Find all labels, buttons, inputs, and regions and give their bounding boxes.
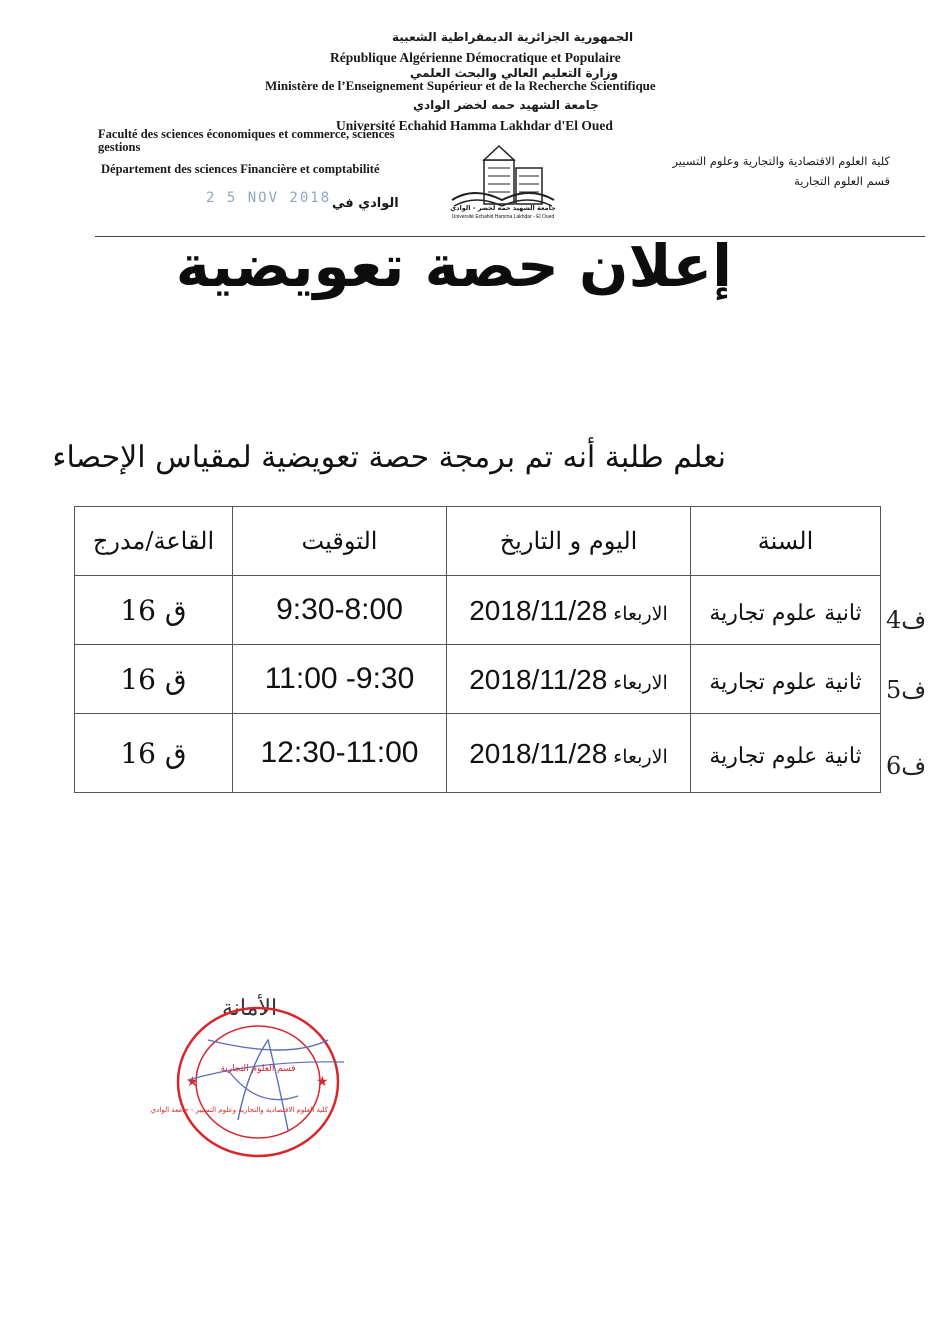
header-year: السنة: [691, 507, 881, 576]
row-time: 9:30-8:00: [276, 593, 403, 626]
row-date-value: 2018/11/28: [469, 737, 608, 769]
university-arabic: جامعة الشهيد حمه لخضر الوادي: [413, 98, 599, 112]
row-room: ق 16: [120, 736, 187, 770]
republic-arabic: الجمهورية الجزائرية الديمقراطية الشعبية: [392, 30, 634, 44]
faculty-french: [98, 128, 438, 154]
row-label-f5: ف5: [886, 676, 927, 704]
table-row: [75, 645, 881, 714]
logo-caption-french: Université Echahid Hamma Lakhdar - El Oued: [451, 214, 555, 220]
row-weekday: الاربعاء: [613, 602, 668, 625]
faculty-arabic: كلية العلوم الاقتصادية والتجارية وعلوم التسيير: [672, 154, 890, 168]
university-logo: [444, 138, 562, 224]
header-time: التوقيت: [233, 507, 447, 576]
row-time: 12:30-11:00: [260, 736, 419, 769]
row-date: [469, 594, 668, 627]
row-label-f6: ف6: [886, 752, 927, 780]
official-seal: [150, 1000, 348, 1162]
row-date: [469, 737, 668, 770]
row-room: ق 16: [120, 593, 187, 627]
ministry-arabic: وزارة التعليم العالي والبحث العلمي: [410, 66, 619, 80]
header-day-date: اليوم و التاريخ: [447, 507, 691, 576]
row-date-value: 2018/11/28: [469, 663, 608, 695]
seal-ring-text: كلية العلوم الاقتصادية والتجارية وعلوم التسيير - جامعة الوادي: [150, 1106, 328, 1114]
row-time: 11:00 -9:30: [264, 662, 415, 695]
row-date-value: 2018/11/28: [469, 594, 608, 626]
table-row: [75, 714, 881, 793]
received-date-stamp: 2 5 NOV 2018: [206, 190, 332, 206]
faculty-french-line1: Faculté des sciences économiques et commerce, sciences: [98, 127, 395, 141]
svg-text:★: ★: [316, 1074, 329, 1090]
row-room: ق 16: [120, 662, 187, 696]
place-date-label: الوادي في: [332, 196, 399, 211]
schedule-table: [74, 506, 881, 793]
row-year: ثانية علوم تجارية: [709, 669, 862, 695]
page-title: إعلان حصة تعويضية: [175, 232, 732, 300]
signature-title: الأمانة: [222, 996, 278, 1021]
faculty-french-line2: gestions: [98, 140, 141, 154]
row-year: ثانية علوم تجارية: [709, 743, 862, 769]
row-label-f4: ف4: [886, 606, 927, 634]
row-year: ثانية علوم تجارية: [709, 600, 862, 626]
announcement-text: نعلم طلبة أنه تم برمجة حصة تعويضية لمقياس الإحصاء: [52, 440, 726, 475]
republic-french: République Algérienne Démocratique et Populaire: [330, 50, 621, 65]
ministry-french: Ministère de l’Enseignement Supérieur et de la Recherche Scientifique: [265, 78, 656, 93]
logo-caption-arabic: جامعة الشهيد حمه لخضر - الوادي: [450, 204, 556, 212]
university-french: Université Echahid Hamma Lakhdar d'El Oued: [336, 118, 613, 133]
row-date: [469, 663, 668, 696]
row-weekday: الاربعاء: [613, 671, 668, 694]
header-room: القاعة/مدرج: [75, 507, 233, 576]
seal-stamp-icon: [150, 1000, 348, 1162]
table-header-row: [75, 507, 881, 576]
table-row: [75, 576, 881, 645]
svg-text:★: ★: [186, 1074, 199, 1090]
row-weekday: الاربعاء: [613, 745, 668, 768]
department-french: Département des sciences Financière et comptabilité: [101, 162, 380, 176]
seal-center-text: قسم العلوم التجارية: [220, 1064, 296, 1074]
department-arabic: قسم العلوم التجارية: [794, 174, 890, 188]
